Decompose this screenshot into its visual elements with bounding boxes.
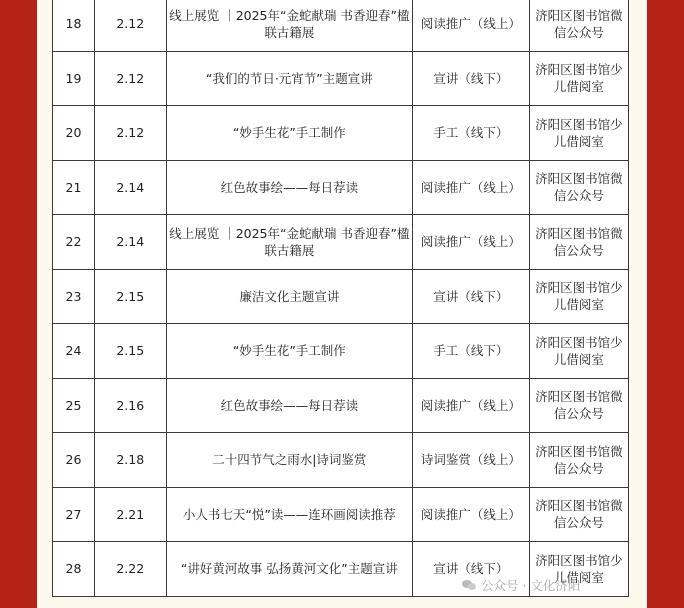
- row-activity: 二十四节气之雨水|诗词鉴赏: [166, 433, 413, 488]
- row-venue: 济阳区图书馆微信公众号: [529, 215, 628, 270]
- table-row: [53, 51, 629, 106]
- table-row: [53, 0, 629, 51]
- table-row: [53, 106, 629, 161]
- row-activity: 线上展览 ｜2025年“金蛇献瑞 书香迎春”楹联古籍展: [166, 215, 413, 270]
- row-type: 宣讲（线下）: [413, 51, 530, 106]
- row-venue: 济阳区图书馆微信公众号: [529, 433, 628, 488]
- row-date: 2.22: [94, 542, 166, 597]
- table-row: [53, 487, 629, 542]
- row-venue: 济阳区图书馆少儿借阅室: [529, 51, 628, 106]
- row-date: 2.12: [94, 106, 166, 161]
- row-activity: 廉洁文化主题宣讲: [166, 269, 413, 324]
- activity-schedule-table: [52, 0, 629, 597]
- table-row: [53, 324, 629, 379]
- row-type: 宣讲（线下）: [413, 542, 530, 597]
- row-number: 26: [53, 433, 95, 488]
- table-row: [53, 269, 629, 324]
- row-venue: 济阳区图书馆少儿借阅室: [529, 269, 628, 324]
- row-type: 阅读推广（线上）: [413, 160, 530, 215]
- row-date: 2.15: [94, 324, 166, 379]
- row-type: 阅读推广（线上）: [413, 487, 530, 542]
- row-date: 2.15: [94, 269, 166, 324]
- row-activity: 小人书七天“悦”读——连环画阅读推荐: [166, 487, 413, 542]
- row-activity: “我们的节日·元宵节”主题宣讲: [166, 51, 413, 106]
- row-venue: 济阳区图书馆少儿借阅室: [529, 324, 628, 379]
- row-type: 手工（线下）: [413, 324, 530, 379]
- row-activity: “妙手生花”手工制作: [166, 106, 413, 161]
- row-number: 19: [53, 51, 95, 106]
- row-venue: 济阳区图书馆微信公众号: [529, 160, 628, 215]
- row-venue: 济阳区图书馆微信公众号: [529, 0, 628, 51]
- row-type: 阅读推广（线上）: [413, 0, 530, 51]
- row-type: 诗词鉴赏（线上）: [413, 433, 530, 488]
- watermark-text: 公众号 · 文化济阳: [481, 578, 581, 593]
- row-type: 阅读推广（线上）: [413, 378, 530, 433]
- row-venue: 济阳区图书馆微信公众号: [529, 378, 628, 433]
- table-row: [53, 378, 629, 433]
- row-date: 2.16: [94, 378, 166, 433]
- row-type: 手工（线下）: [413, 106, 530, 161]
- row-activity: “妙手生花”手工制作: [166, 324, 413, 379]
- row-venue: 济阳区图书馆少儿借阅室: [529, 542, 628, 597]
- row-number: 28: [53, 542, 95, 597]
- table-row: [53, 433, 629, 488]
- row-activity: “讲好黄河故事 弘扬黄河文化”主题宣讲: [166, 542, 413, 597]
- row-date: 2.12: [94, 51, 166, 106]
- row-venue: 济阳区图书馆少儿借阅室: [529, 106, 628, 161]
- row-number: 18: [53, 0, 95, 51]
- row-type: 宣讲（线下）: [413, 269, 530, 324]
- row-number: 25: [53, 378, 95, 433]
- row-date: 2.14: [94, 160, 166, 215]
- row-date: 2.14: [94, 215, 166, 270]
- row-number: 20: [53, 106, 95, 161]
- row-date: 2.21: [94, 487, 166, 542]
- row-activity: 红色故事绘——每日荐读: [166, 160, 413, 215]
- row-venue: 济阳区图书馆微信公众号: [529, 487, 628, 542]
- row-activity: 线上展览 ｜2025年“金蛇献瑞 书香迎春”楹联古籍展: [166, 0, 413, 51]
- row-date: 2.18: [94, 433, 166, 488]
- row-number: 27: [53, 487, 95, 542]
- wechat-icon: [462, 579, 477, 591]
- row-activity: 红色故事绘——每日荐读: [166, 378, 413, 433]
- left-red-border: [0, 0, 37, 608]
- right-red-border: [647, 0, 684, 608]
- wechat-watermark: [462, 576, 580, 594]
- row-number: 24: [53, 324, 95, 379]
- row-date: 2.12: [94, 0, 166, 51]
- table-row: [53, 160, 629, 215]
- row-number: 21: [53, 160, 95, 215]
- row-type: 阅读推广（线上）: [413, 215, 530, 270]
- row-number: 22: [53, 215, 95, 270]
- table-row: [53, 215, 629, 270]
- row-number: 23: [53, 269, 95, 324]
